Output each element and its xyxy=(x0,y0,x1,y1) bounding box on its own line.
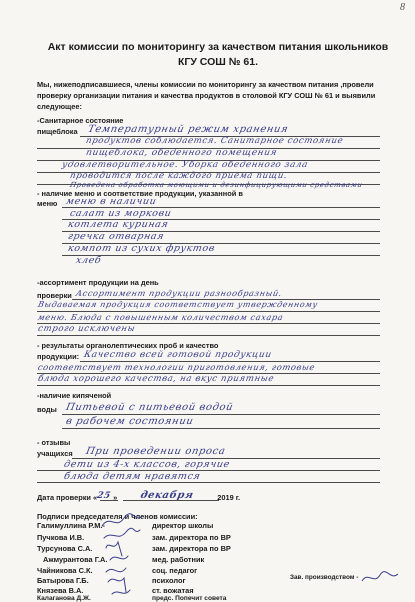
menu-rule xyxy=(62,255,380,256)
assortment-hand-2: Выдаваемая продукция соответствует утвержденному xyxy=(37,300,319,309)
menu-hand-5: компот из сухих фруктов xyxy=(66,243,217,254)
sanitary-hand-2: продуктов соблюдается. Санитарное состояние xyxy=(84,136,345,146)
signer-role: соц. педагог xyxy=(152,566,198,575)
assortment-label-2: проверки xyxy=(37,291,72,300)
signature-scribble xyxy=(106,542,122,556)
signature-scribble xyxy=(108,578,126,592)
organoleptic-hand-2: соответствует технологии приготовления, готовые xyxy=(36,362,317,372)
signers-header: Подписи председателя и членов комиссии: xyxy=(37,512,198,521)
sanitary-hand-1: Температурный режим хранения xyxy=(86,124,290,135)
signer-role: ст. вожатая xyxy=(152,586,194,595)
intro-paragraph: Мы, нижеподписавшиеся, члены комиссии по мониторингу за качеством питания ,провели проверку организации питания и качества продуктов в столовой КГУ СОШ № 61 и выявили следующее: xyxy=(37,80,376,111)
reviews-hand-2: дети из 4-х классов, горячие xyxy=(62,459,232,470)
signer-role: мед. работник xyxy=(152,555,205,564)
date-middle: » xyxy=(113,493,118,502)
date-suffix: 2019 г. xyxy=(217,493,241,502)
organoleptic-hand-3: блюда хорошего качества, на вкус приятные xyxy=(36,374,276,384)
water-hand-2: в рабочем состоянии xyxy=(64,416,195,427)
date-day-rule xyxy=(100,500,118,501)
signer-role: психолог xyxy=(152,576,186,585)
document-title: Акт комиссии по мониторингу за качеством питания школьников КГУ СОШ № 61. xyxy=(47,41,389,68)
assortment-hand-4: строго исключены xyxy=(36,324,137,334)
production-head-signature xyxy=(360,571,400,585)
reviews-rule xyxy=(37,482,380,483)
water-rule xyxy=(62,428,380,429)
signer-role: зам. директора по ВР xyxy=(152,533,231,542)
organoleptic-label: - результаты органолептических проб и качество xyxy=(37,341,219,350)
signature-scribble xyxy=(104,528,140,538)
reviews-hand-3: блюда детям нравятся xyxy=(62,471,202,482)
date-prefix: Дата проверки « xyxy=(37,493,98,502)
production-head: Зав. производством - xyxy=(290,574,359,581)
menu-hand-6: хлеб xyxy=(74,255,103,266)
check-date xyxy=(37,492,240,503)
menu-hand-3: котлета куриная xyxy=(66,219,170,230)
menu-label: - наличие меню и соответствие продукции, указанной в xyxy=(37,189,243,198)
sanitary-label-2: пищеблока xyxy=(37,127,78,136)
water-label: -наличие кипяченой xyxy=(37,391,112,400)
water-rule xyxy=(62,414,380,415)
assortment-hand-3: меню. Блюда с повышенным количеством сахара xyxy=(36,312,285,322)
signature-scribble xyxy=(106,568,126,572)
signer-role: директор школы xyxy=(152,521,214,530)
sanitary-hand-6: Проведена обработка моющими и дезинфицирующими средствами xyxy=(69,181,364,189)
signer-name: Батырова Г.Б. xyxy=(37,576,89,585)
page-number: 8 xyxy=(400,2,405,13)
reviews-hand-1: При проведении опроса xyxy=(84,446,227,457)
signer-name: Чайникова С.К. xyxy=(37,566,93,575)
date-month: декабря xyxy=(139,490,195,501)
menu-hand-4: гречка отварная xyxy=(66,231,166,242)
signer-name: Ажмурантова Г.А. xyxy=(43,555,108,564)
organoleptic-rule xyxy=(37,385,380,386)
assortment-hand-1: Ассортимент продукции разнообразный. xyxy=(74,288,284,298)
signature-scribble xyxy=(110,556,128,560)
assortment-rule xyxy=(37,335,380,336)
sanitary-label: -Санитарное состояние xyxy=(37,116,124,125)
organoleptic-label-2: продукции: xyxy=(37,352,80,361)
signer-name: Калаганова Д.Ж. xyxy=(37,595,91,602)
sanitary-hand-5: проводится после каждого приема пищи. xyxy=(68,171,289,181)
signer-name: Галимуллина Р.М.- xyxy=(37,521,105,530)
reviews-label-2: учащихся xyxy=(37,449,73,458)
date-month-rule xyxy=(123,500,219,501)
water-label-2: воды xyxy=(37,405,57,414)
assortment-label: -ассортимент продукции на день xyxy=(37,278,159,287)
signer-role: зам. директора по ВР xyxy=(152,544,231,553)
menu-label-2: меню xyxy=(37,199,58,208)
date-day: 25 xyxy=(96,491,112,501)
sanitary-hand-4: удовлетворительное. Уборка обеденного зала xyxy=(60,160,309,170)
signer-name: Князева В.А. xyxy=(37,586,84,595)
signer-role: предс. Попечит совета xyxy=(152,595,227,602)
signer-name: Турсунова С.А. xyxy=(37,544,93,553)
sanitary-hand-3: пищеблока, обеденного помещения xyxy=(84,148,279,158)
organoleptic-hand-1: Качество всей готовой продукции xyxy=(82,350,273,360)
menu-hand-1: меню в наличии xyxy=(64,196,158,207)
signature-scribble xyxy=(112,590,130,594)
menu-hand-2: салат из моркови xyxy=(68,208,173,219)
water-hand-1: Питьевой с питьевой водой xyxy=(64,402,235,413)
reviews-label: - отзывы xyxy=(37,438,71,447)
commission-signatures xyxy=(96,512,216,600)
signer-name: Пучкова И.В. xyxy=(37,533,85,542)
signature-scribble xyxy=(102,514,142,526)
